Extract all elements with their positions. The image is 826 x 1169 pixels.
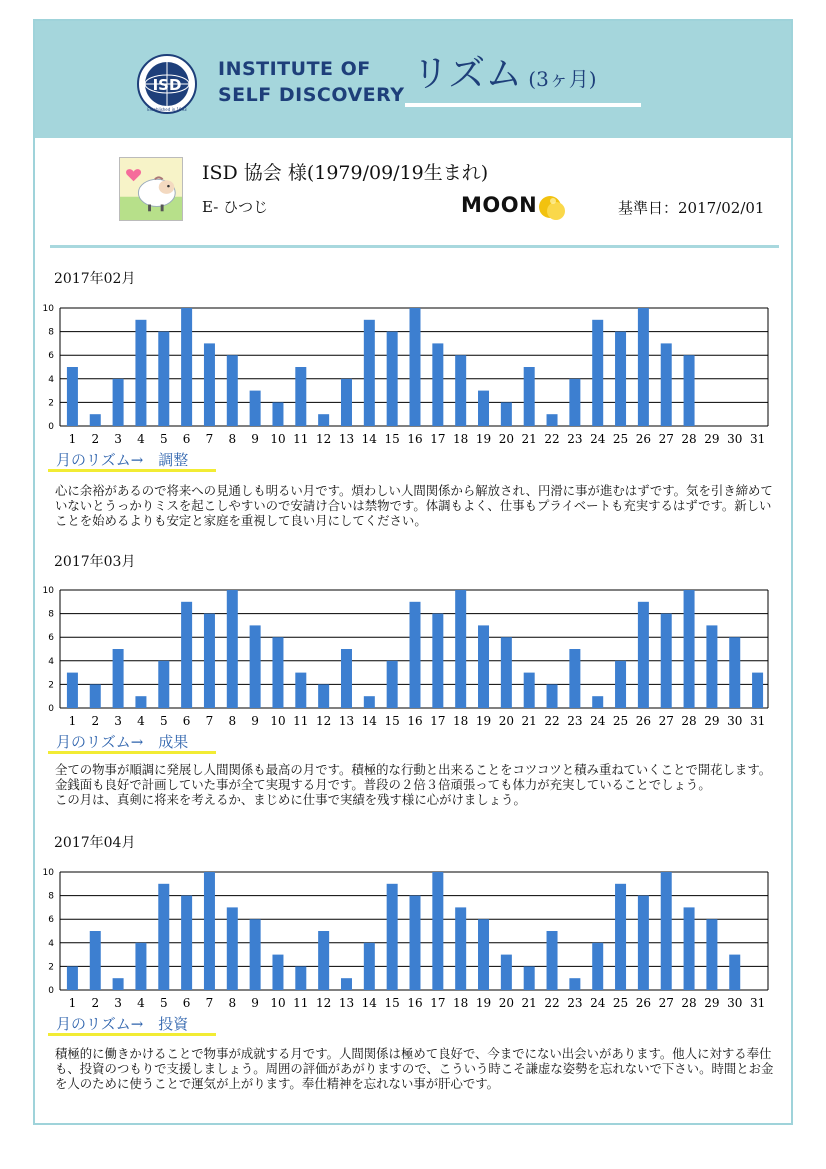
bar [158,332,169,426]
x-tick-label: 15 [384,432,400,446]
x-tick-label: 26 [635,432,652,446]
bar [569,379,580,426]
x-tick-label: 20 [498,432,514,446]
rhythm-label: 月のリズム→ 投資 [56,1015,189,1033]
x-tick-label: 15 [384,996,400,1010]
bar [250,919,261,990]
institute-name [218,56,405,108]
x-tick-label: 15 [384,714,400,728]
x-tick-label: 4 [137,996,145,1010]
bar [67,966,78,990]
bar [318,414,329,426]
bar [592,696,603,708]
bar [524,966,535,990]
x-tick-label: 20 [498,714,514,728]
x-tick-label: 10 [270,432,286,446]
bar [501,402,512,426]
x-tick-label: 27 [658,432,674,446]
x-tick-label: 6 [182,432,191,446]
bar [113,978,124,990]
x-tick-label: 23 [567,996,583,1010]
y-tick-label: 0 [48,704,54,714]
x-tick-label: 29 [704,714,720,728]
x-tick-label: 8 [228,714,237,728]
rhythm-underline [48,1033,216,1036]
y-tick-label: 10 [42,586,54,596]
x-tick-label: 28 [681,432,697,446]
x-tick-label: 5 [159,996,168,1010]
bar [341,649,352,708]
bar [113,379,124,426]
bar [706,625,717,708]
y-tick-label: 2 [48,680,54,691]
y-tick-label: 8 [48,891,54,902]
bar [615,332,626,426]
bar [181,602,192,708]
month-label: 2017年02月 [54,271,136,287]
bar [547,684,558,708]
x-tick-label: 22 [544,714,560,728]
rhythm-label: 月のリズム→ 成果 [56,733,189,751]
section-divider [50,245,779,248]
x-tick-label: 12 [316,996,332,1010]
month-description: 積極的に働きかけることで物事が成就する月です。人間関係は極めて良好で、今までにない出会いがあります。他人に対する奉仕も、投資のつもりで支援しましょう。周囲の評価があがりますので、こういう時こそ謙虚な姿勢を忘れないで下さい。時間とお金を人のために使うことで運気が上がります。奉仕精神を忘れない事が肝心です。 [55,1046,774,1091]
bar [181,308,192,426]
x-tick-label: 9 [251,432,259,446]
bar [661,614,672,708]
bar [90,931,101,990]
logo-subtext: Established in 1993 [147,107,187,112]
bar [272,955,283,990]
x-tick-label: 13 [338,996,355,1010]
bar [364,320,375,426]
x-tick-label: 14 [361,996,377,1010]
bar [478,391,489,426]
bar [227,590,238,708]
x-tick-label: 17 [430,996,446,1010]
y-tick-label: 4 [48,938,54,949]
bar [661,343,672,426]
y-tick-label: 10 [42,868,54,878]
x-tick-label: 30 [727,432,743,446]
month-description: 心に余裕があるので将来への見通しも明るい月です。煩わしい人間関係から解放され、円滑に事が進むはずです。気を引き締めていないとうっかりミスを起こしやすいので安請け合いは禁物です。体調もよく、仕事もプライベートも充実するはずです。新しいことを始めるよりも安定と家庭を重視して良い月にしてください。 [55,483,773,528]
x-tick-label: 23 [567,432,583,446]
bar [432,614,443,708]
x-tick-label: 11 [293,714,309,728]
bar [455,907,466,990]
bar [524,673,535,708]
x-tick-label: 22 [544,432,560,446]
bar [752,673,763,708]
x-tick-label: 14 [361,714,377,728]
bar [295,367,306,426]
x-tick-label: 25 [612,432,629,446]
x-tick-label: 28 [681,714,697,728]
bar [250,625,261,708]
x-tick-label: 9 [251,714,259,728]
page-title [412,52,597,101]
bar [684,355,695,426]
bar [569,649,580,708]
moon-icon [535,192,567,220]
bar [569,978,580,990]
x-tick-label: 3 [114,714,122,728]
x-tick-label: 12 [316,432,332,446]
x-tick-label: 16 [407,714,423,728]
title-suffix: (3ヶ月) [528,67,597,91]
isd-logo-icon [136,53,198,115]
bar [341,379,352,426]
bar [158,661,169,708]
bar [135,696,146,708]
bar [90,684,101,708]
x-tick-label: 21 [521,996,537,1010]
x-tick-label: 2 [91,996,100,1010]
bar [204,872,215,990]
y-tick-label: 0 [48,986,54,996]
base-date: 基準日：2017/02/01 [618,199,765,217]
sheep-avatar-icon [119,157,183,221]
x-tick-label: 19 [475,714,492,728]
x-tick-label: 13 [338,432,355,446]
bar [204,614,215,708]
bar [729,955,740,990]
y-tick-label: 8 [48,327,54,338]
bar [364,943,375,990]
x-tick-label: 2 [91,432,100,446]
x-tick-label: 9 [251,996,259,1010]
bar [524,367,535,426]
bar [455,355,466,426]
x-tick-label: 6 [182,714,191,728]
rhythm-chart-mar [40,578,780,738]
rhythm-underline [48,469,216,472]
x-tick-label: 11 [293,996,309,1010]
x-tick-label: 8 [228,432,237,446]
x-tick-label: 26 [635,996,652,1010]
x-tick-label: 27 [658,996,674,1010]
bar [181,896,192,990]
x-tick-label: 7 [205,714,214,728]
bar [272,402,283,426]
x-tick-label: 4 [137,714,145,728]
x-tick-label: 21 [521,714,537,728]
x-tick-label: 21 [521,432,537,446]
bar [638,602,649,708]
bar [432,343,443,426]
x-tick-label: 1 [68,714,77,728]
x-tick-label: 18 [453,714,469,728]
y-tick-label: 10 [42,304,54,314]
bar [432,872,443,990]
rhythm-underline [48,751,216,754]
bar [455,590,466,708]
profile-name: ISD 協会 様(1979/09/19生まれ) [202,162,489,184]
bar [615,884,626,990]
x-tick-label: 3 [114,432,122,446]
x-tick-label: 31 [749,996,766,1010]
y-tick-label: 6 [48,915,54,926]
bar [638,896,649,990]
bar [410,896,421,990]
bar [295,673,306,708]
x-tick-label: 27 [658,714,674,728]
y-tick-label: 2 [48,398,54,409]
y-tick-label: 8 [48,609,54,620]
bar [478,625,489,708]
y-tick-label: 6 [48,351,54,362]
x-tick-label: 18 [453,996,469,1010]
bar [272,637,283,708]
bar [501,637,512,708]
x-tick-label: 6 [182,996,191,1010]
x-tick-label: 28 [681,996,697,1010]
y-tick-label: 4 [48,374,54,385]
bar [227,907,238,990]
title-main: リズム [412,52,523,95]
x-tick-label: 24 [590,996,606,1010]
month-label: 2017年04月 [54,835,136,851]
x-tick-label: 25 [612,996,629,1010]
logo-text: ISD [152,76,182,94]
bar [295,966,306,990]
x-tick-label: 29 [704,432,720,446]
y-tick-label: 4 [48,656,54,667]
x-tick-label: 7 [205,432,214,446]
x-tick-label: 24 [590,714,606,728]
bar [341,978,352,990]
x-tick-label: 16 [407,432,423,446]
institute-line2: SELF DISCOVERY [218,84,405,106]
x-tick-label: 14 [361,432,377,446]
x-tick-label: 17 [430,432,446,446]
x-tick-label: 12 [316,714,332,728]
institute-line1: INSTITUTE OF [218,58,371,80]
x-tick-label: 29 [704,996,720,1010]
rhythm-label: 月のリズム→ 調整 [56,451,189,469]
x-tick-label: 19 [475,996,492,1010]
x-tick-label: 17 [430,714,446,728]
title-underline [405,103,641,107]
x-tick-label: 22 [544,996,560,1010]
bar [227,355,238,426]
y-tick-label: 2 [48,962,54,973]
x-tick-label: 2 [91,714,100,728]
x-tick-label: 24 [590,432,606,446]
bar [387,661,398,708]
bar [135,943,146,990]
bar [684,907,695,990]
x-tick-label: 10 [270,714,286,728]
bar [410,602,421,708]
x-tick-label: 20 [498,996,514,1010]
x-tick-label: 30 [727,996,743,1010]
x-tick-label: 19 [475,432,492,446]
bar [501,955,512,990]
x-tick-label: 31 [749,432,766,446]
bar [592,320,603,426]
x-tick-label: 5 [159,714,168,728]
bar [684,590,695,708]
x-tick-label: 4 [137,432,145,446]
bar [318,931,329,990]
bar [547,414,558,426]
x-tick-label: 5 [159,432,168,446]
bar [364,696,375,708]
bar [592,943,603,990]
x-tick-label: 18 [453,432,469,446]
bar [410,308,421,426]
y-tick-label: 6 [48,633,54,644]
x-tick-label: 13 [338,714,355,728]
bar [67,673,78,708]
bar [615,661,626,708]
x-tick-label: 30 [727,714,743,728]
x-tick-label: 25 [612,714,629,728]
x-tick-label: 31 [749,714,766,728]
rhythm-chart-apr [40,860,780,1020]
x-tick-label: 23 [567,714,583,728]
x-tick-label: 3 [114,996,122,1010]
bar [478,919,489,990]
bar [547,931,558,990]
bar [318,684,329,708]
x-tick-label: 8 [228,996,237,1010]
x-tick-label: 7 [205,996,214,1010]
bar [661,872,672,990]
bar [204,343,215,426]
y-tick-label: 0 [48,422,54,432]
bar [638,308,649,426]
x-tick-label: 1 [68,996,77,1010]
moon-label: MOON [461,193,538,217]
month-label: 2017年03月 [54,554,136,570]
bar [706,919,717,990]
bar [67,367,78,426]
bar [90,414,101,426]
bar [135,320,146,426]
bar [729,637,740,708]
bar [387,884,398,990]
bar [250,391,261,426]
bar [387,332,398,426]
month-description: 全ての物事が順調に発展し人間関係も最高の月です。積極的な行動と出来ることをコツコツと積み重ねていくことで開花します。金銭面も良好で計画していた事が全て実現する月です。普段の２倍３倍頑張っても体力が充実していることでしょう。 この月は、真剣に将来を考えるか、まじめに仕事で実績を残す様に心がけましょう。 [55,762,772,807]
x-tick-label: 16 [407,996,423,1010]
x-tick-label: 26 [635,714,652,728]
x-tick-label: 11 [293,432,309,446]
rhythm-chart-feb [40,296,780,456]
bar [158,884,169,990]
x-tick-label: 10 [270,996,286,1010]
bar [113,649,124,708]
profile-animal: E- ひつじ [202,198,269,216]
x-tick-label: 1 [68,432,77,446]
